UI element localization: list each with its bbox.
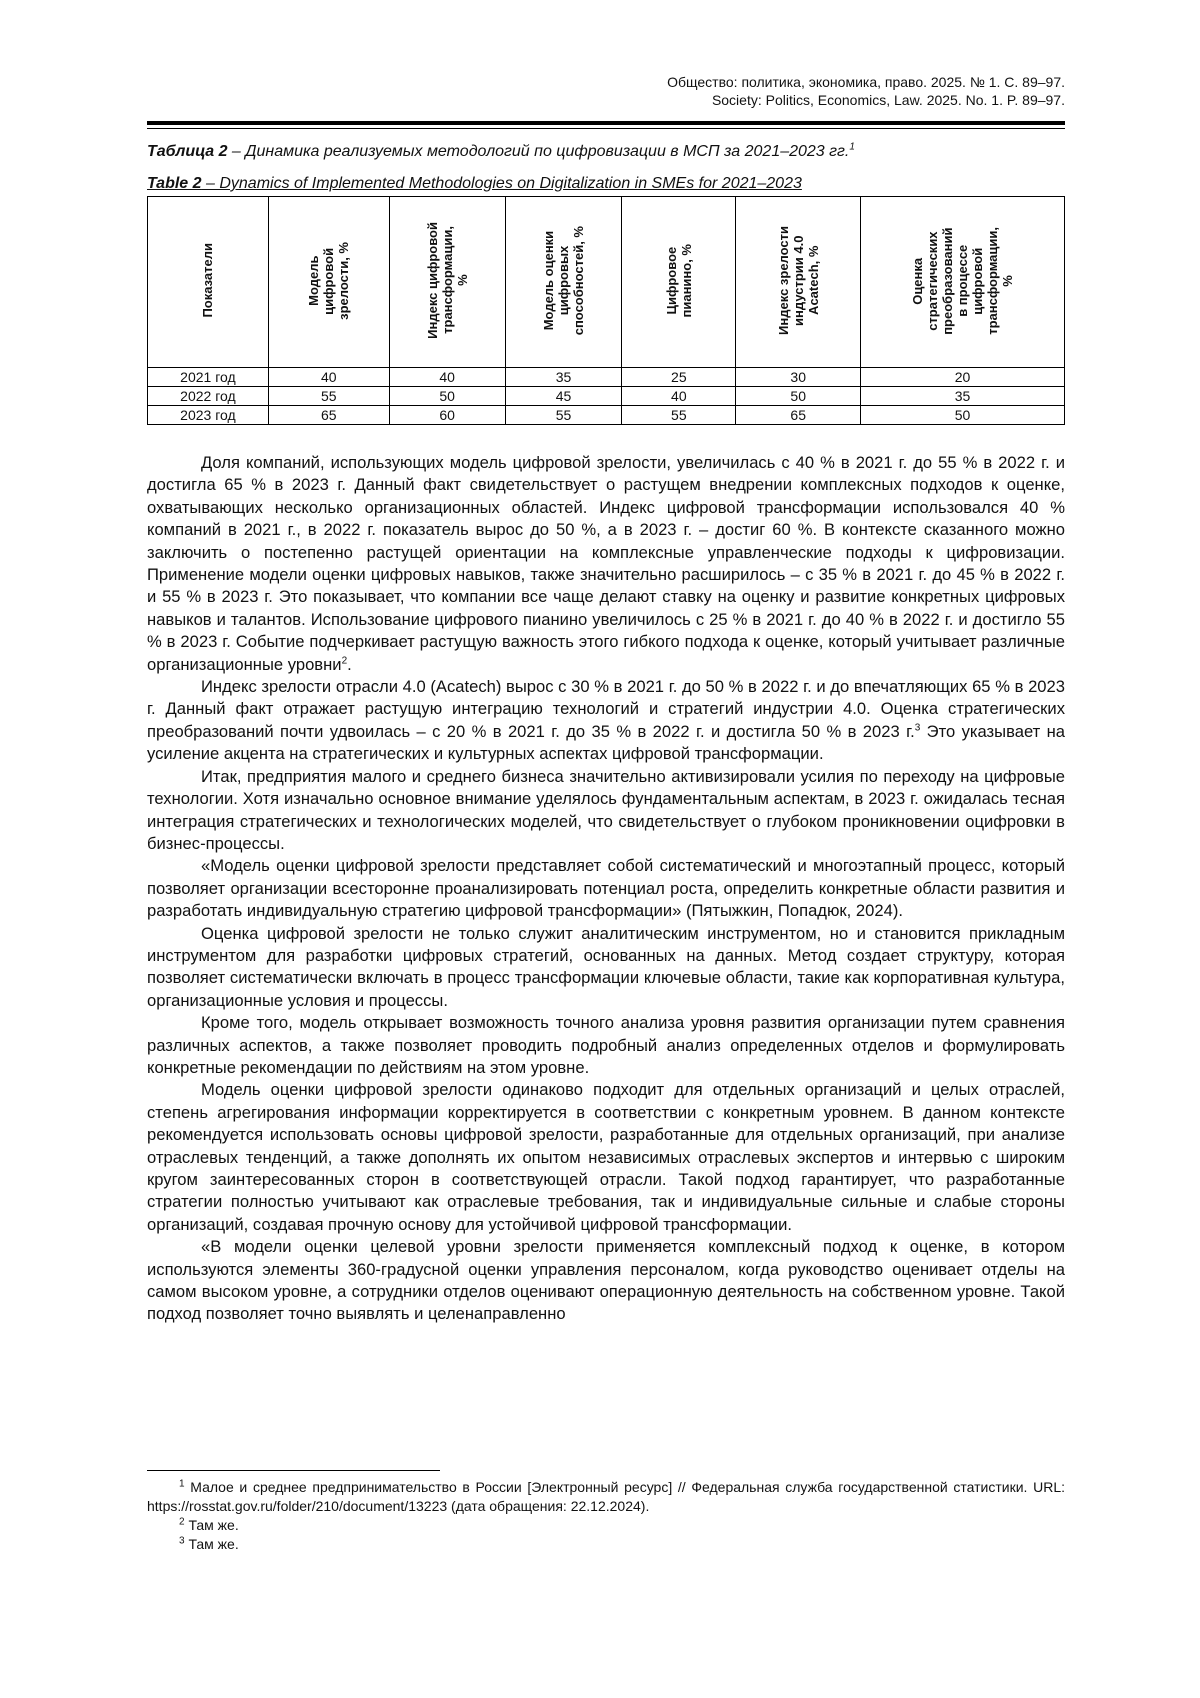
footnote-number: 2	[179, 1516, 185, 1528]
table-row	[148, 406, 1065, 425]
table-header-cell	[736, 197, 861, 368]
table-row	[148, 368, 1065, 387]
table-cell: 55	[622, 406, 736, 425]
article-body	[147, 452, 1065, 1326]
table-caption-ru	[147, 143, 855, 161]
table-caption-en-label: Table 2	[147, 175, 202, 192]
footnotes	[147, 1478, 1065, 1554]
header-rule-thick	[147, 121, 1065, 125]
paragraph-text: .	[347, 654, 352, 674]
table-header-cell	[148, 197, 269, 368]
table-cell: 60	[389, 406, 505, 425]
footnote-text: Малое и среднее предпринимательство в России [Электронный ресурс] // Федеральная служба государственной статистики. URL: https://rosstat.gov.ru/folder/210/document/13223 (дата обращения: 22.12.2024).	[147, 1479, 1065, 1514]
paragraph: Кроме того, модель открывает возможность точного анализа уровня развития организации путем сравнения различных аспектов, а также позволяет проводить подробный анализ определенных отделов и формулировать конкретные рекомендации по действиям на этом уровне.	[147, 1013, 1065, 1077]
header-label: Модель оценки цифровых способностей, %	[540, 225, 586, 336]
table-cell: 50	[389, 387, 505, 406]
header-label: Цифровое пианино, %	[663, 243, 694, 318]
table-caption-footnote-ref[interactable]: 1	[849, 141, 855, 153]
footnote-text: Там же.	[184, 1536, 239, 1552]
paragraph: Модель оценки цифровой зрелости одинаково подходит для отдельных организаций и целых отраслей, степень агрегирования информации корректируется в соответствии с конкретным уровнем. В данном контексте рекомендуется использовать основы цифровой зрелости, разработанные для отдельных организаций, при анализе отраслевых тенденций, а также дополнять их опытом независимых отраслевых экспертов и интервью с широким кругом заинтересованных сторон в соответствующей отрасли. Такой подход гарантирует, что разработанные стратегии полностью учитывают как отраслевые требования, так и индивидуальные сильные и слабые стороны организаций, создавая прочную основу для устойчивой цифровой трансформации.	[147, 1080, 1065, 1234]
table-header-cell	[622, 197, 736, 368]
header-label: Индекс зрелости индустрии 4.0 Acatech, %	[775, 226, 821, 335]
paragraph-text: Индекс зрелости отрасли 4.0 (Acatech) вырос с 30 % в 2021 г. до 50 % в 2022 г. и до впечатляющих 65 % в 2023 г. Данный факт отражает растущую интеграцию технологий и стратегий индустрии 4.0. Оценка стратегических преобразований почти удвоилась – с 20 % в 2021 г. до 35 % в 2022 г. и достигла 50 % в 2023 г.	[147, 677, 1065, 741]
table-cell: 40	[389, 368, 505, 387]
table-cell: 45	[505, 387, 622, 406]
header-label: Индекс цифровой трансформации, %	[424, 222, 470, 339]
footnote-number: 1	[179, 1478, 185, 1490]
header-label: Модель цифровой зрелости, %	[306, 241, 352, 320]
running-header	[667, 73, 1065, 109]
paragraph: Итак, предприятия малого и среднего бизнеса значительно активизировали усилия по переходу на цифровые технологии. Хотя изначально основное внимание уделялось фундаментальным аспектам, в 2023 г. ожидалась тесная интеграция стратегических и технологических моделей, что свидетельствует о глубоком проникновении оцифровки в бизнес-процессы.	[147, 766, 1065, 853]
footnote-separator	[147, 1470, 440, 1471]
table-cell: 25	[622, 368, 736, 387]
paragraph: Оценка цифровой зрелости не только служит аналитическим инструментом, но и становится прикладным инструментом для разработки цифровых стратегий, основанных на данных. Метод создает структуру, которая позволяет систематически включать в процесс трансформации ключевые области, такие как корпоративная культура, организационные условия и процессы.	[147, 923, 1065, 1010]
table-cell: 2023 год	[148, 406, 269, 425]
quote-paragraph: «Модель оценки цифровой зрелости представляет собой систематический и многоэтапный процесс, который позволяет организации всесторонне проанализировать потенциал роста, определить конкретные области развития и разработать индивидуальную стратегию цифровой трансформации» (Пятыжкин, Попадюк, 2024).	[147, 856, 1065, 921]
table-caption-ru-label: Таблица 2	[147, 143, 228, 160]
table-caption-en	[147, 175, 802, 193]
paragraph-text: Доля компаний, использующих модель цифровой зрелости, увеличилась с 40 % в 2021 г. до 55 % в 2022 г. и достигла 65 % в 2023 г. Данный факт свидетельствует о растущем внедрении комплексных подходов к оценке, охватывающих несколько организационных областей. Индекс цифровой трансформации использовался 40 % компаний в 2021 г., в 2022 г. показатель вырос до 50 %, а в 2023 г. – достиг 60 %. В контексте сказанного можно заключить о постепенно растущей ориентации на комплексные управленческие подходы к цифровизации. Применение модели оценки цифровых навыков, также значительно расширилось – с 35 % в 2021 г. до 45 % в 2022 г. и 55 % в 2023 г. Это показывает, что компании все чаще делают ставку на оценку и развитие конкретных цифровых навыков и талантов. Использование цифрового пианино увеличилось с 25 % в 2021 г. до 40 % в 2022 г. и достигло 55 % в 2023 г. Событие подчеркивает растущую важность этого гибкого подхода к оценке, который учитывает различные организационные уровни	[147, 453, 1065, 674]
quote-paragraph: «В модели оценки целевой уровни зрелости применяется комплексный подход к оценке, в котором используются элементы 360-градусной оценки управления персоналом, когда руководство оценивает отделы на самом высоком уровне, а сотрудники отделов оценивают операционную деятельность на собственном уровне. Такой подход позволяет точно выявлять и целенаправленно	[147, 1237, 1065, 1324]
table-caption-ru-text: – Динамика реализуемых методологий по цифровизации в МСП за 2021–2023 гг.	[227, 143, 850, 160]
paragraph-text: Это указывает на усиление акцента на стратегических и культурных аспектах цифровой трансформации.	[147, 721, 1065, 764]
table-cell: 65	[736, 406, 861, 425]
table-cell: 30	[736, 368, 861, 387]
table-cell: 50	[736, 387, 861, 406]
footnote-ref[interactable]: 2	[341, 655, 348, 667]
table-header-cell	[861, 197, 1065, 368]
footnote-text: Там же.	[184, 1517, 239, 1533]
paragraph	[147, 676, 1065, 766]
table-header-cell	[505, 197, 622, 368]
footnote-1	[147, 1478, 1065, 1516]
table-cell: 2021 год	[148, 368, 269, 387]
header-line-en: Society: Politics, Economics, Law. 2025. No. 1. P. 89–97.	[711, 92, 1065, 108]
table-cell: 55	[268, 387, 389, 406]
data-table	[147, 196, 1065, 425]
footnote-2	[147, 1516, 1065, 1535]
table-cell: 35	[861, 387, 1065, 406]
header-rule-thin	[147, 128, 1065, 129]
header-line-ru: Общество: политика, экономика, право. 2025. № 1. С. 89–97.	[667, 74, 1065, 90]
table-cell: 65	[268, 406, 389, 425]
header-label: Оценка стратегических преобразований в процессе цифровой трансформации, %	[910, 226, 1016, 335]
table-caption-en-text: – Dynamics of Implemented Methodologies on Digitalization in SMEs for 2021–2023	[201, 175, 802, 192]
table-header-row	[148, 197, 1065, 368]
paragraph	[147, 452, 1065, 676]
table-header-cell	[268, 197, 389, 368]
table-row	[148, 387, 1065, 406]
table-cell: 55	[505, 406, 622, 425]
footnote-number: 3	[179, 1535, 185, 1547]
table-header-cell	[389, 197, 505, 368]
footnote-ref[interactable]: 3	[914, 722, 921, 734]
header-label: Показатели	[200, 243, 216, 318]
table-cell: 40	[268, 368, 389, 387]
table-cell: 20	[861, 368, 1065, 387]
table-cell: 50	[861, 406, 1065, 425]
footnote-3	[147, 1535, 1065, 1554]
table-cell: 2022 год	[148, 387, 269, 406]
table-cell: 40	[622, 387, 736, 406]
table-cell: 35	[505, 368, 622, 387]
